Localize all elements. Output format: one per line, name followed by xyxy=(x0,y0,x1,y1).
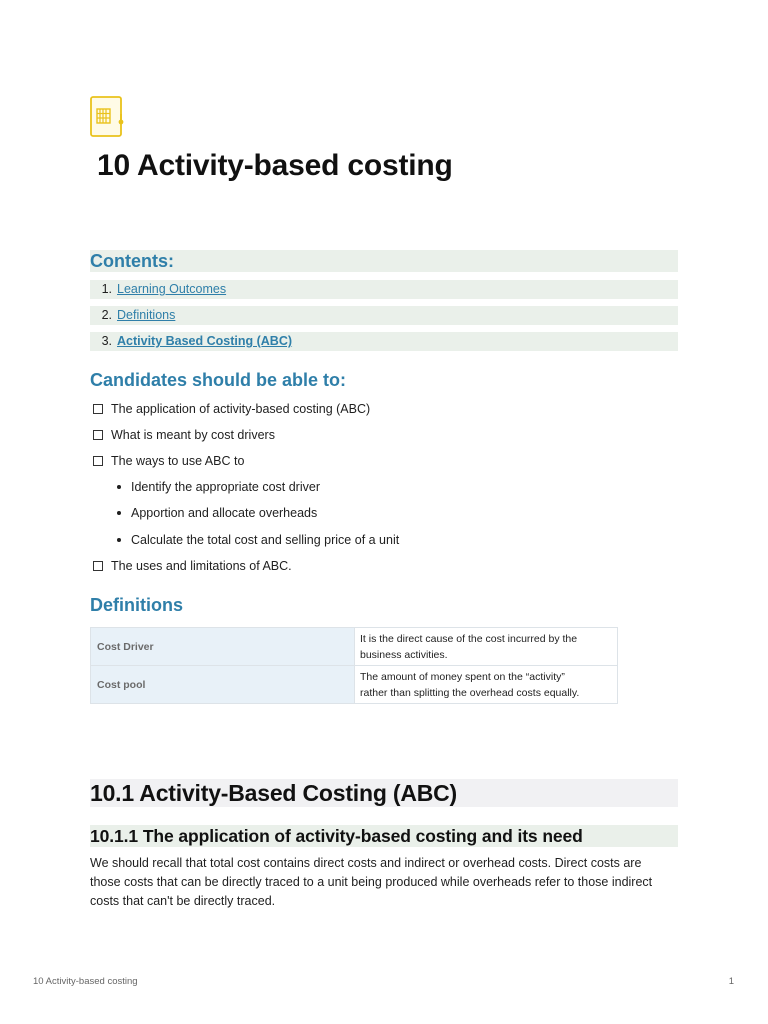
toc-item-definitions xyxy=(90,306,678,325)
toc-link-abc[interactable]: Activity Based Costing (ABC) xyxy=(117,334,293,348)
paragraph-line: costs that can't be directly traced. xyxy=(90,894,276,908)
outcome-text: The ways to use ABC to xyxy=(111,454,245,468)
outcome-sub-item xyxy=(117,505,317,521)
outcomes-heading: Candidates should be able to: xyxy=(90,370,347,390)
table-row xyxy=(91,628,618,666)
outcome-item xyxy=(93,401,370,417)
contents-heading: Contents: xyxy=(90,250,678,272)
sub-item-text: Identify the appropriate cost driver xyxy=(131,480,320,494)
sub-item-text: Calculate the total cost and selling price of a unit xyxy=(131,533,400,547)
definitions-table xyxy=(90,627,618,704)
outcome-sub-item xyxy=(117,479,320,495)
table-row xyxy=(91,666,618,704)
checkbox[interactable] xyxy=(93,456,103,466)
bullet-icon xyxy=(117,538,121,542)
notebook-icon xyxy=(90,96,124,138)
toc-item-abc xyxy=(90,332,678,351)
outcome-item xyxy=(93,558,292,574)
outcome-text: The uses and limitations of ABC. xyxy=(111,559,292,573)
sub-item-text: Apportion and allocate overheads xyxy=(131,506,318,520)
body-paragraph xyxy=(90,854,682,911)
description-line: business activities. xyxy=(360,648,448,661)
definition-term: Cost pool xyxy=(91,666,355,704)
definition-description xyxy=(355,628,618,666)
outcome-item xyxy=(93,453,244,469)
page-number: 1 xyxy=(728,976,734,987)
page-title: 10 Activity-based costing xyxy=(97,149,453,182)
outcome-text: The application of activity-based costing (ABC) xyxy=(111,402,371,416)
toc-number: 3. xyxy=(101,334,112,348)
description-line: The amount of money spent on the “activity” xyxy=(360,670,565,683)
toc-link-learning-outcomes[interactable]: Learning Outcomes xyxy=(117,282,227,296)
footer-title: 10 Activity-based costing xyxy=(33,976,138,987)
bullet-icon xyxy=(117,485,121,489)
toc-number: 1. xyxy=(101,282,112,296)
toc-number: 2. xyxy=(101,308,112,322)
description-line: rather than splitting the overhead costs equally. xyxy=(360,686,580,699)
checkbox[interactable] xyxy=(93,404,103,414)
outcome-item xyxy=(93,427,275,443)
toc-item-learning-outcomes xyxy=(90,280,678,299)
bullet-icon xyxy=(117,511,121,515)
definitions-heading: Definitions xyxy=(90,595,183,615)
paragraph-line: those costs that can be directly traced to a unit being produced while overheads refer to those indirect xyxy=(90,875,653,889)
description-line: It is the direct cause of the cost incurred by the xyxy=(360,632,578,645)
checkbox[interactable] xyxy=(93,561,103,571)
paragraph-line: We should recall that total cost contains direct costs and indirect or overhead costs. Direct costs are xyxy=(90,856,642,870)
outcome-text: What is meant by cost drivers xyxy=(111,428,275,442)
definition-term: Cost Driver xyxy=(91,628,355,666)
checkbox[interactable] xyxy=(93,430,103,440)
subsection-heading: 10.1.1 The application of activity-based costing and its need xyxy=(90,825,678,847)
toc-link-definitions[interactable]: Definitions xyxy=(117,308,176,322)
outcome-sub-item xyxy=(117,532,399,548)
definition-description xyxy=(355,666,618,704)
section-heading: 10.1 Activity-Based Costing (ABC) xyxy=(90,779,678,807)
